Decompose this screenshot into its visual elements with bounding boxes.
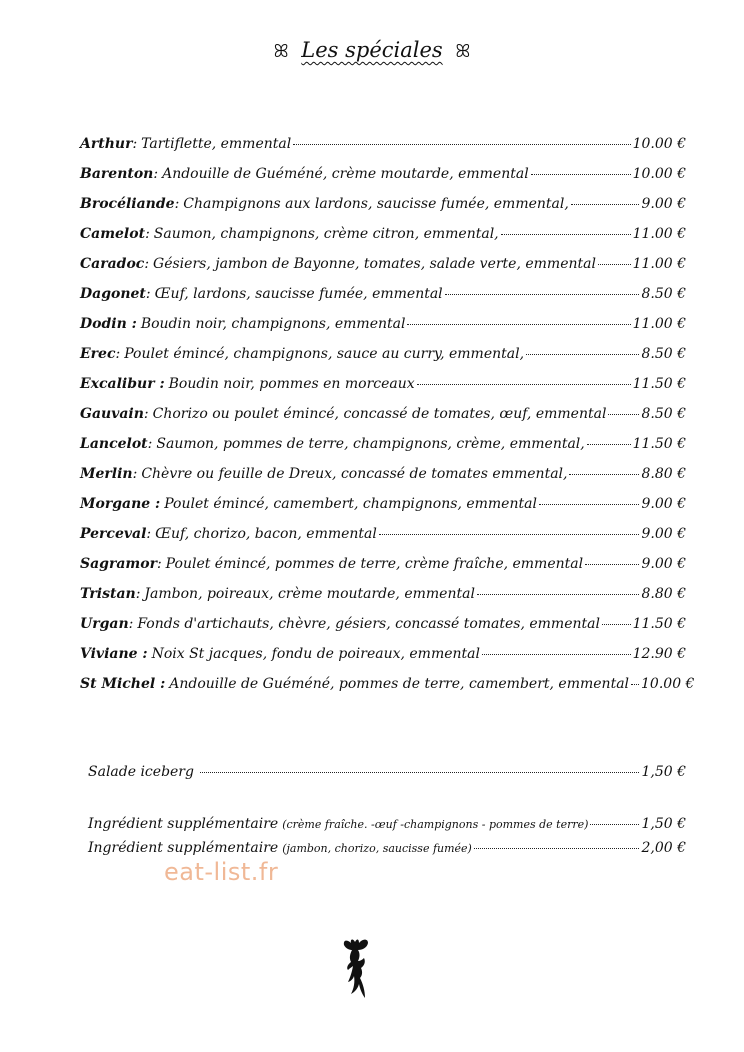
menu-item bbox=[80, 136, 686, 166]
menu-item-price: 11.50 € bbox=[632, 436, 686, 452]
dot-leader bbox=[445, 294, 640, 295]
dot-leader bbox=[474, 848, 640, 849]
fairy-icon bbox=[338, 936, 372, 1000]
dot-leader bbox=[407, 324, 630, 325]
menu-item bbox=[80, 466, 686, 496]
menu-item-sep: : bbox=[132, 466, 138, 482]
menu-item-name: Urgan bbox=[80, 616, 129, 632]
extra-row bbox=[88, 764, 686, 780]
menu-item-name: Sagramor bbox=[80, 556, 157, 572]
dot-leader bbox=[571, 204, 640, 205]
menu-item-description: Champignons aux lardons, saucisse fumée, emmental, bbox=[183, 196, 569, 212]
menu-item-description: Noix St jacques, fondu de poireaux, emmental bbox=[151, 646, 480, 662]
dot-leader bbox=[602, 624, 631, 625]
menu-item-sep: : bbox=[147, 436, 153, 452]
menu-item-price: 10.00 € bbox=[641, 676, 695, 692]
menu-item-description: Poulet émincé, pommes de terre, crème fraîche, emmental bbox=[165, 556, 584, 572]
menu-item-description: Chorizo ou poulet émincé, concassé de tomates, œuf, emmental bbox=[152, 406, 607, 422]
dot-leader bbox=[482, 654, 631, 655]
menu-item-sep: : bbox=[132, 136, 138, 152]
menu-item-price: 11.50 € bbox=[632, 376, 686, 392]
dot-leader bbox=[477, 594, 640, 595]
extra-ingredient-1 bbox=[88, 816, 686, 832]
menu-item-name: Merlin bbox=[80, 466, 133, 482]
dot-leader bbox=[587, 444, 631, 445]
extra-price: 1,50 € bbox=[641, 764, 686, 780]
menu-item-price: 11.00 € bbox=[632, 256, 686, 272]
menu-item-sep: : bbox=[156, 556, 162, 572]
menu-item bbox=[80, 196, 686, 226]
menu-item-name: Lancelot bbox=[80, 436, 148, 452]
menu-item-name: Morgane : bbox=[80, 496, 161, 512]
menu-item-name: Excalibur : bbox=[80, 376, 165, 392]
dot-leader bbox=[531, 174, 631, 175]
menu-item-sep: : bbox=[135, 586, 141, 602]
menu-item-name: Gauvain bbox=[80, 406, 144, 422]
menu-item-price: 11.50 € bbox=[632, 616, 686, 632]
menu-item bbox=[80, 616, 686, 646]
menu-item-price: 9.00 € bbox=[641, 556, 686, 572]
menu-item bbox=[80, 406, 686, 436]
menu-item-name: Viviane : bbox=[80, 646, 148, 662]
dot-leader bbox=[590, 824, 639, 825]
menu-item-description: Boudin noir, pommes en morceaux bbox=[168, 376, 415, 392]
dot-leader bbox=[608, 414, 639, 415]
menu-item bbox=[80, 526, 686, 556]
menu-item bbox=[80, 436, 686, 466]
menu-item-price: 10.00 € bbox=[632, 166, 686, 182]
menu-item-name: Dodin : bbox=[80, 316, 137, 332]
menu-item bbox=[80, 346, 686, 376]
menu-item-price: 8.80 € bbox=[641, 586, 686, 602]
dot-leader bbox=[598, 264, 631, 265]
dot-leader bbox=[417, 384, 631, 385]
menu-item-description: Chèvre ou feuille de Dreux, concassé de tomates emmental, bbox=[141, 466, 568, 482]
watermark: eat-list.fr bbox=[164, 858, 279, 886]
dot-leader bbox=[539, 504, 640, 505]
menu-item bbox=[80, 256, 686, 286]
menu-item-sep: : bbox=[143, 406, 149, 422]
menu-item bbox=[80, 586, 686, 616]
menu-item-name: St Michel : bbox=[80, 676, 166, 692]
menu-item-description: Saumon, pommes de terre, champignons, crème, emmental, bbox=[156, 436, 585, 452]
menu-item-description: Tartiflette, emmental bbox=[141, 136, 292, 152]
menu-item-description: Œuf, lardons, saucisse fumée, emmental bbox=[154, 286, 443, 302]
menu-item-sep: : bbox=[144, 256, 150, 272]
menu-item bbox=[80, 226, 686, 256]
extra-label: Ingrédient supplémentaire bbox=[88, 816, 279, 832]
menu-item-sep: : bbox=[128, 616, 134, 632]
menu-item-sep: : bbox=[145, 226, 150, 242]
extra-label: Salade iceberg bbox=[88, 764, 194, 780]
menu-item-sep: : bbox=[174, 196, 180, 212]
dot-leader bbox=[631, 684, 639, 685]
menu-item-sep: : bbox=[146, 526, 152, 542]
extra-row bbox=[88, 816, 686, 832]
menu-item bbox=[80, 166, 686, 196]
extra-salad bbox=[88, 764, 686, 780]
menu-item-description: Poulet émincé, champignons, sauce au curry, emmental, bbox=[124, 346, 525, 362]
menu-item-price: 12.90 € bbox=[632, 646, 686, 662]
menu-item-name: Arthur bbox=[80, 136, 133, 152]
dot-leader bbox=[200, 772, 640, 773]
ornament-left-icon: ꕤ bbox=[273, 41, 289, 62]
menu-item bbox=[80, 286, 686, 316]
menu-item-name: Caradoc bbox=[80, 256, 145, 272]
menu-item-description: Andouille de Guéméné, crème moutarde, emmental bbox=[162, 166, 529, 182]
menu-item-price: 8.80 € bbox=[641, 466, 686, 482]
menu-item-price: 11.00 € bbox=[632, 316, 686, 332]
menu-item-sep: : bbox=[145, 286, 151, 302]
dot-leader bbox=[585, 564, 639, 565]
menu-item-description: Fonds d'artichauts, chèvre, gésiers, concassé tomates, emmental bbox=[137, 616, 600, 632]
menu-item-description: Saumon, champignons, crème citron, emmental, bbox=[153, 226, 499, 242]
menu-item bbox=[80, 676, 695, 706]
menu-item-name: Barenton bbox=[80, 166, 154, 182]
extra-price: 1,50 € bbox=[641, 816, 686, 832]
title-text: Les spéciales bbox=[301, 38, 443, 62]
menu-item-price: 9.00 € bbox=[641, 496, 686, 512]
menu-item-price: 8.50 € bbox=[641, 346, 686, 362]
menu-item bbox=[80, 556, 686, 586]
extra-label: Ingrédient supplémentaire bbox=[88, 840, 279, 856]
menu-item-name: Perceval bbox=[80, 526, 147, 542]
extra-ingredient-2 bbox=[88, 840, 686, 856]
dot-leader bbox=[379, 534, 640, 535]
menu-item-price: 8.50 € bbox=[641, 286, 686, 302]
menu-item-description: Andouille de Guéméné, pommes de terre, camembert, emmental bbox=[169, 676, 630, 692]
menu-item-price: 9.00 € bbox=[641, 526, 686, 542]
dot-leader bbox=[293, 144, 630, 145]
menu-item bbox=[80, 496, 686, 526]
extra-detail: (crème fraîche. -œuf -champignons - pommes de terre) bbox=[282, 818, 589, 831]
menu-item-description: Gésiers, jambon de Bayonne, tomates, salade verte, emmental bbox=[153, 256, 596, 272]
extra-row bbox=[88, 840, 686, 856]
menu-item-price: 9.00 € bbox=[641, 196, 686, 212]
menu-item-price: 10.00 € bbox=[632, 136, 686, 152]
extra-detail: (jambon, chorizo, saucisse fumée) bbox=[282, 842, 472, 855]
page-title bbox=[0, 38, 744, 62]
dot-leader bbox=[569, 474, 639, 475]
ornament-right-icon: ꕤ bbox=[455, 41, 471, 62]
menu-item-price: 8.50 € bbox=[641, 406, 686, 422]
menu-item bbox=[80, 646, 686, 676]
menu-item-name: Camelot bbox=[80, 226, 146, 242]
menu-item-name: Dagonet bbox=[80, 286, 146, 302]
menu-item bbox=[80, 316, 686, 346]
menu-item bbox=[80, 376, 686, 406]
menu-item-description: Jambon, poireaux, crème moutarde, emmental bbox=[144, 586, 475, 602]
dot-leader bbox=[526, 354, 639, 355]
menu-item-name: Brocéliande bbox=[80, 196, 175, 212]
menu-item-description: Œuf, chorizo, bacon, emmental bbox=[155, 526, 377, 542]
menu-item-sep: : bbox=[153, 166, 159, 182]
dot-leader bbox=[501, 234, 631, 235]
menu-item-price: 11.00 € bbox=[632, 226, 686, 242]
menu-item-sep: : bbox=[115, 346, 121, 362]
specials-menu bbox=[80, 136, 695, 706]
menu-item-name: Tristan bbox=[80, 586, 136, 602]
extra-price: 2,00 € bbox=[641, 840, 686, 856]
menu-item-description: Boudin noir, champignons, emmental bbox=[140, 316, 406, 332]
menu-item-description: Poulet émincé, camembert, champignons, emmental bbox=[164, 496, 537, 512]
menu-item-name: Erec bbox=[80, 346, 116, 362]
